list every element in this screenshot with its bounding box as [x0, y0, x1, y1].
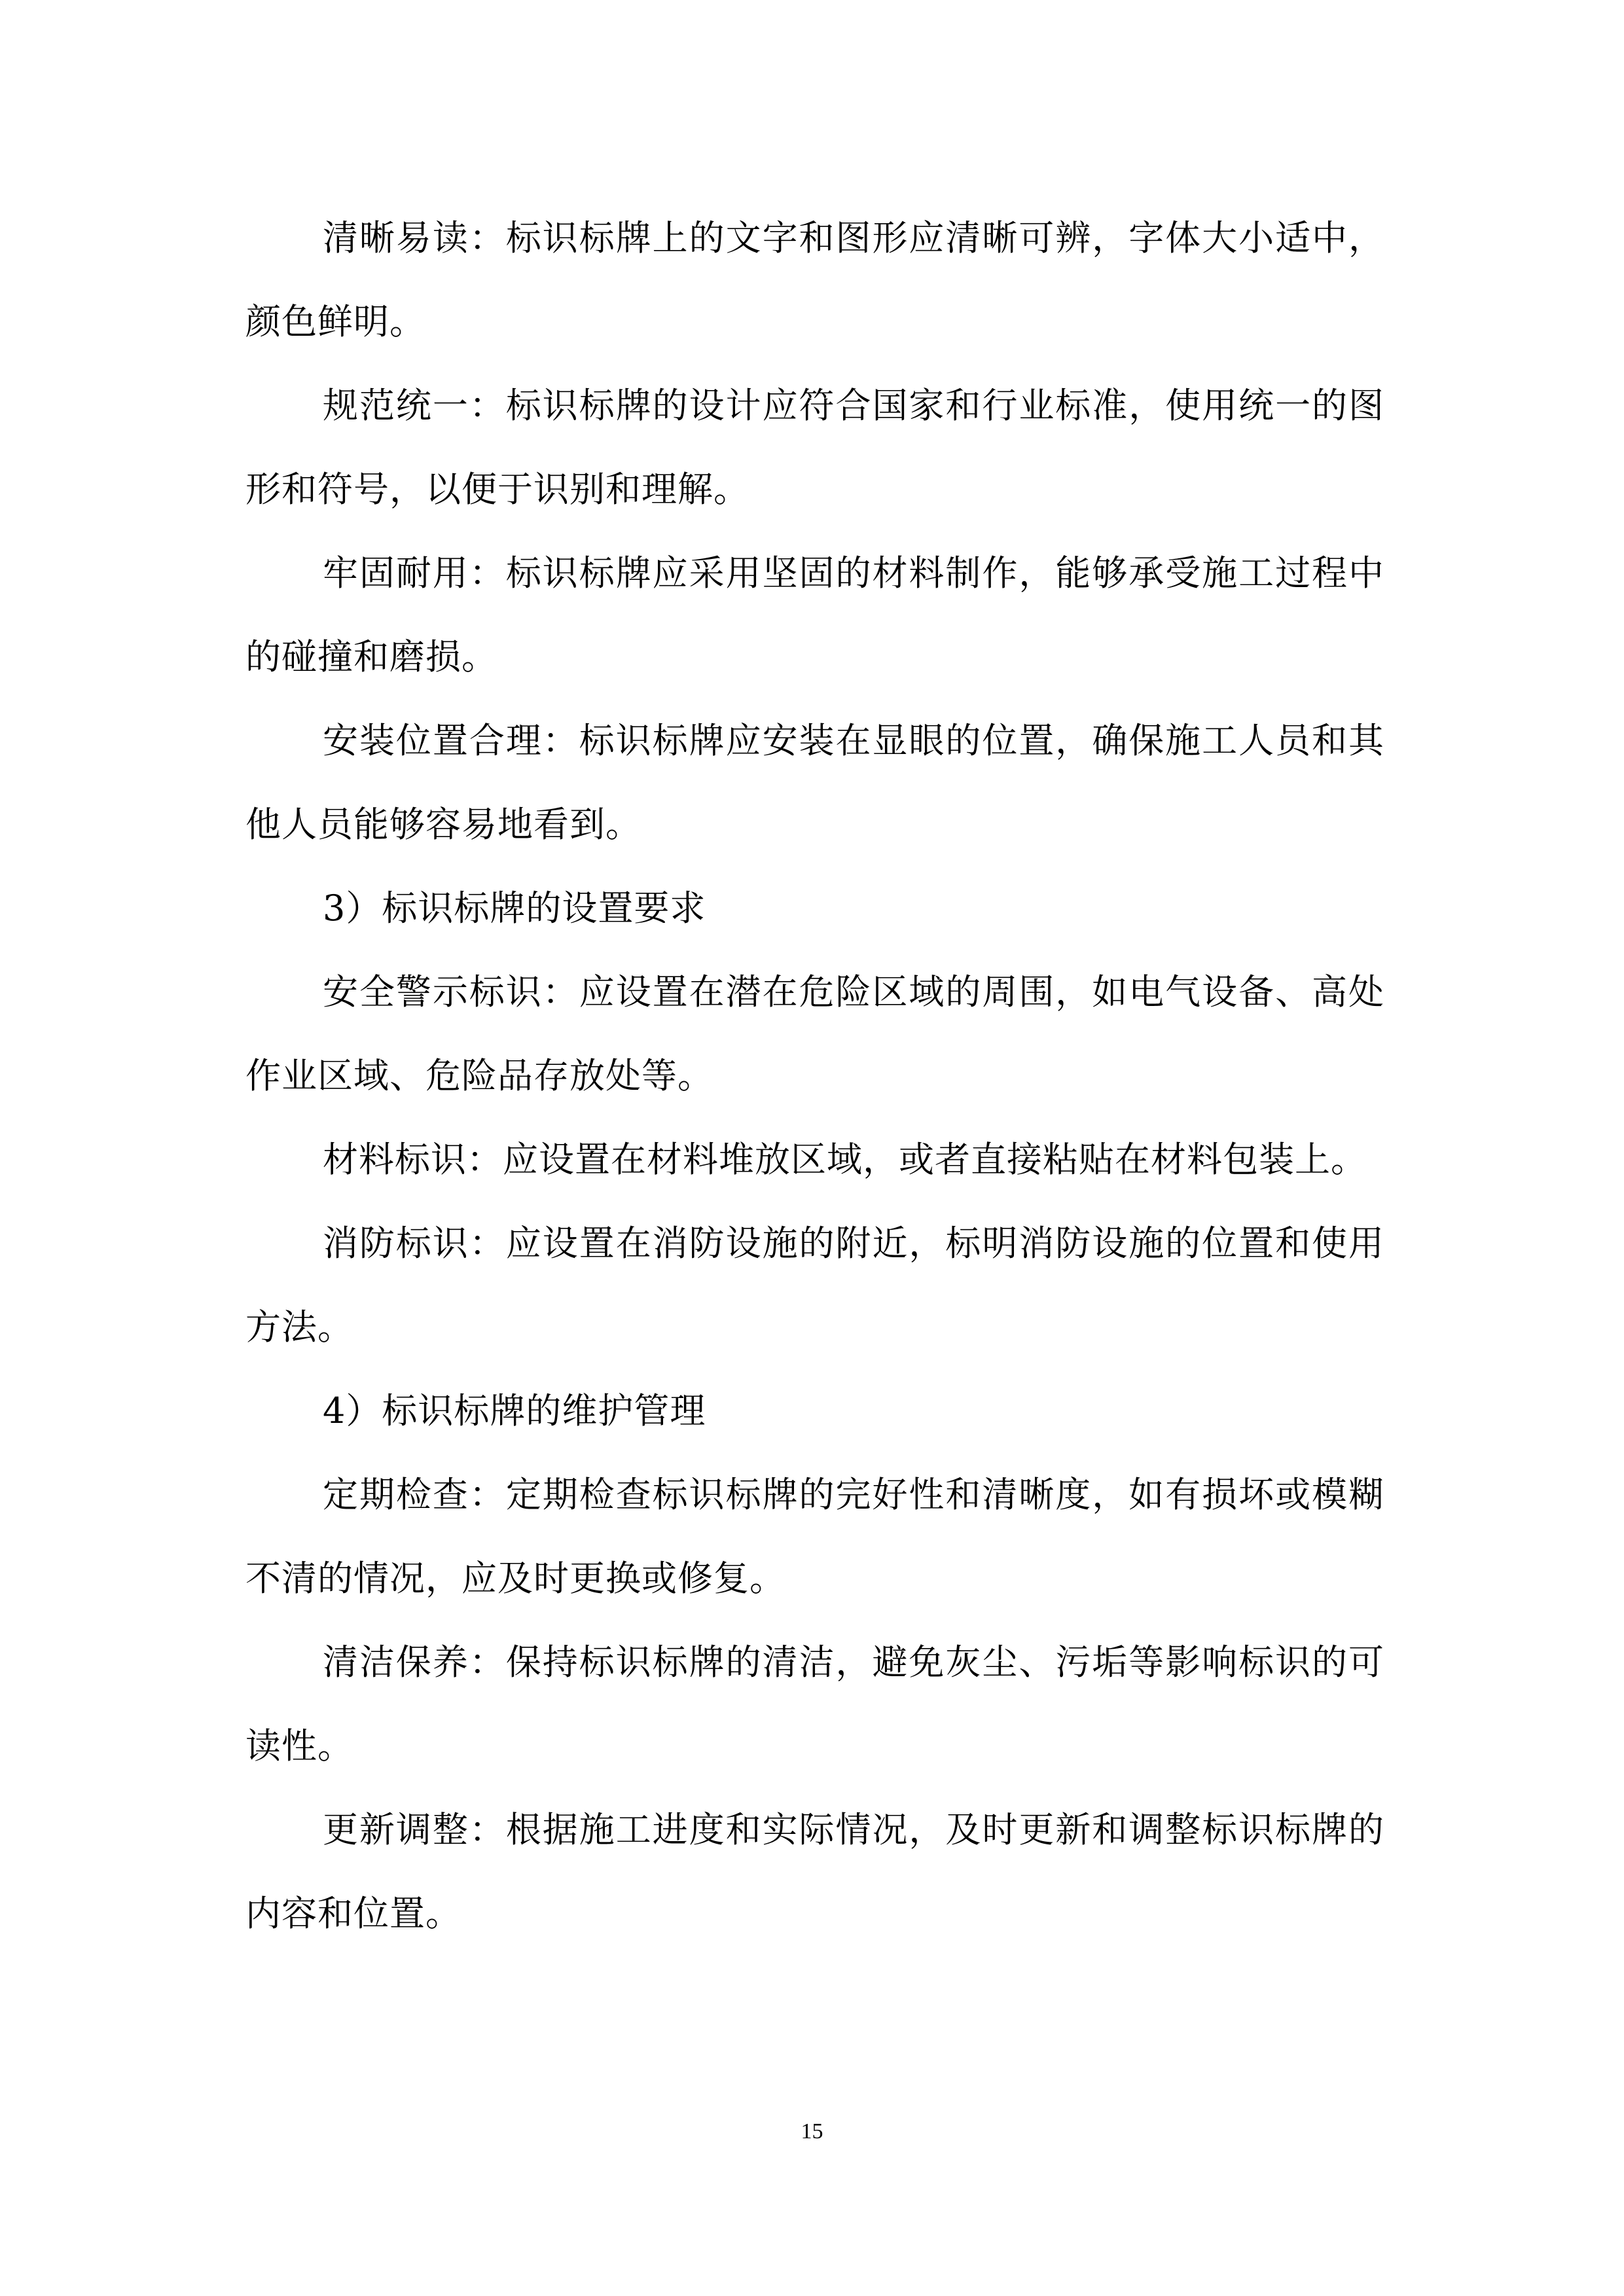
paragraph-durable: 牢固耐用：标识标牌应采用坚固的材料制作，能够承受施工过程中的碰撞和磨损。 — [245, 552, 1384, 677]
paragraph-safety-warning-signs: 安全警示标识：应设置在潜在危险区域的周围，如电气设备、高处作业区域、危险品存放处等。 — [245, 971, 1384, 1096]
document-body — [245, 196, 1384, 1956]
paragraph-clear-readable: 清晰易读：标识标牌上的文字和图形应清晰可辨，字体大小适中，颜色鲜明。 — [245, 217, 1384, 342]
paragraph-regular-inspection: 定期检查：定期检查标识标牌的完好性和清晰度，如有损坏或模糊不清的情况，应及时更换或修复。 — [245, 1474, 1384, 1599]
paragraph-material-signs: 材料标识：应设置在材料堆放区域，或者直接粘贴在材料包装上。 — [323, 1139, 1367, 1180]
section-heading-maintenance: 4）标识标牌的维护管理 — [323, 1390, 706, 1431]
paragraph-update-adjust: 更新调整：根据施工进度和实际情况，及时更新和调整标识标牌的内容和位置。 — [245, 1809, 1384, 1934]
paragraph-standard-uniform: 规范统一：标识标牌的设计应符合国家和行业标准，使用统一的图形和符号，以便于识别和理解。 — [245, 385, 1384, 510]
paragraph-fire-signs: 消防标识：应设置在消防设施的附近，标明消防设施的位置和使用方法。 — [245, 1223, 1384, 1348]
paragraph-installation-position: 安装位置合理：标识标牌应安装在显眼的位置，确保施工人员和其他人员能够容易地看到。 — [245, 720, 1384, 845]
paragraph-cleaning: 清洁保养：保持标识标牌的清洁，避免灰尘、污垢等影响标识的可读性。 — [245, 1641, 1384, 1767]
section-heading-setup-requirements: 3）标识标牌的设置要求 — [323, 888, 706, 929]
page-number: 15 — [801, 2119, 823, 2144]
